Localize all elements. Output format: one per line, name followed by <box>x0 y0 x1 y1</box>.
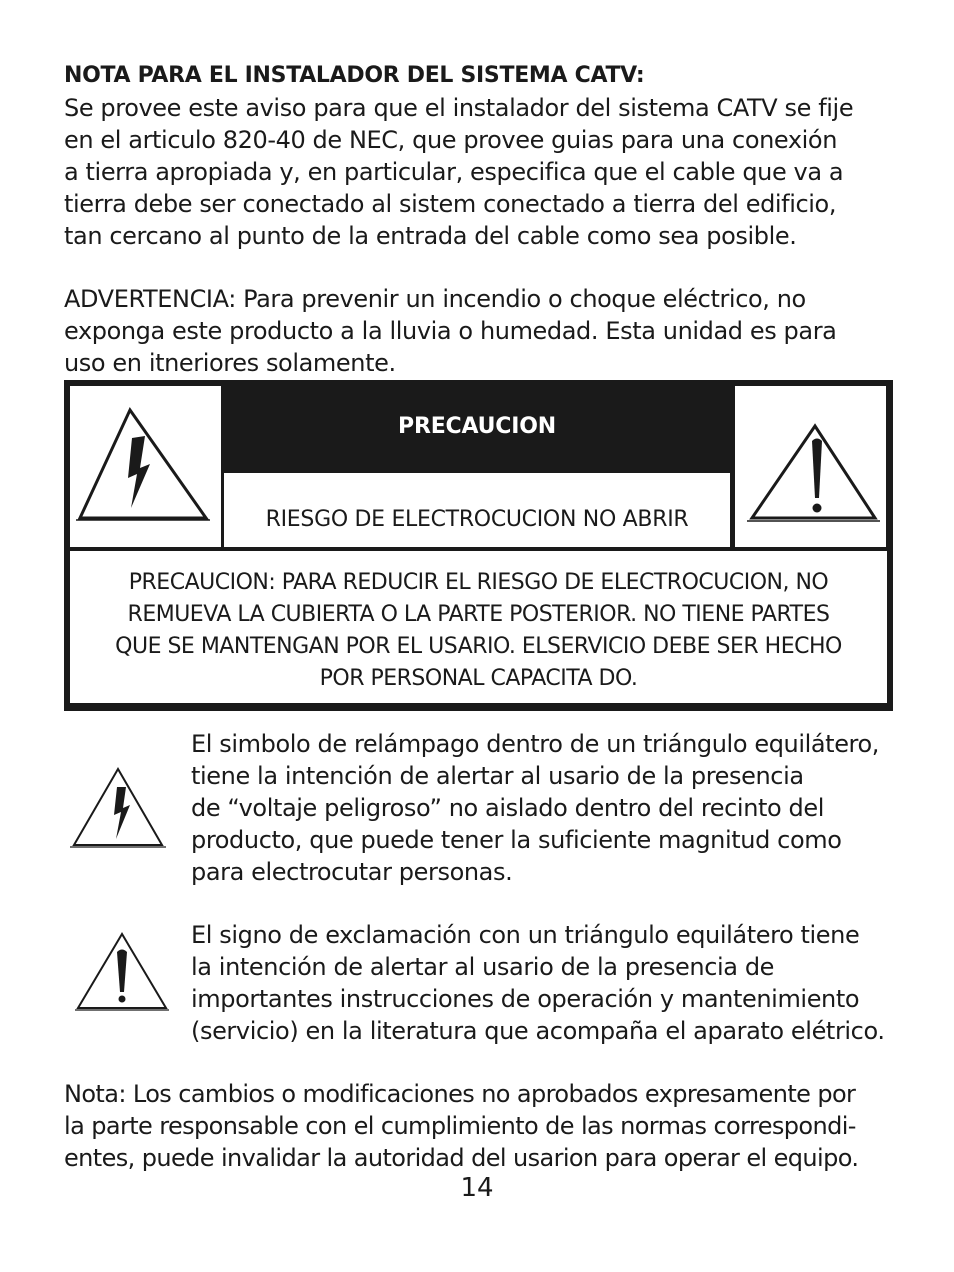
caution-right-cell <box>735 386 886 547</box>
lightning-triangle-icon <box>70 386 221 547</box>
caution-left-cell <box>70 386 221 547</box>
exclamation-symbol-description: El signo de exclamación con un triángulo equilátero tiene la intención de alertar al usario de la presencia de importantes instrucciones de operación y mantenimiento (servicio) en la literatura que acompaña el aparato elétrico. <box>191 921 885 1045</box>
warning-paragraph: ADVERTENCIA: Para prevenir un incendio o choque eléctrico, no exponga este producto a la lluvia o humedad. Esta unidad es para uso en itneriores solamente. <box>64 285 837 377</box>
lightning-symbol-description: El simbolo de relámpago dentro de un triángulo equilátero, tiene la intención de alertar al usario de la presencia de “voltaje peligroso” no aislado dentro del recinto del producto, que puede tener la suficiente magnitud como para electrocutar personas. <box>191 730 880 886</box>
caution-box <box>64 380 893 711</box>
section-heading: NOTA PARA EL INSTALADOR DEL SISTEMA CATV: <box>64 63 645 88</box>
page-number: 14 <box>460 1173 494 1203</box>
exclamation-triangle-icon <box>735 386 886 547</box>
caution-body: PRECAUCION: PARA REDUCIR EL RIESGO DE ELECTROCUCION, NO REMUEVA LA CUBIERTA O LA PARTE POSTERIOR. NO TIENE PARTES QUE SE MANTENGAN POR EL USARIO. ELSERVICIO DEBE SER HECHO POR PERSONAL CAPACITA DO. <box>115 570 842 691</box>
caution-subtitle-cell <box>224 473 730 547</box>
caution-title: PRECAUCION <box>398 414 556 439</box>
caution-body-cell <box>70 551 887 703</box>
caution-title-cell <box>224 386 730 473</box>
exclamation-triangle-icon <box>72 930 172 1020</box>
caution-subtitle: RIESGO DE ELECTROCUCION NO ABRIR <box>265 507 689 532</box>
lightning-triangle-icon <box>68 765 168 855</box>
nota-paragraph: Nota: Los cambios o modificaciones no aprobados expresamente por la parte responsable con el cumplimiento de las normas correspondi- entes, puede invalidar la autoridad del usarion para operar el equipo. <box>64 1080 859 1172</box>
intro-paragraph: Se provee este aviso para que el instalador del sistema CATV se fije en el articulo 820-40 de NEC, que provee guias para una conexión a tierra apropiada y, en particular, especifica que el cable que va a tierra debe ser conectado al sistem conectado a tierra del edificio, tan cercano al punto de la entrada del cable como sea posible. <box>64 94 854 250</box>
